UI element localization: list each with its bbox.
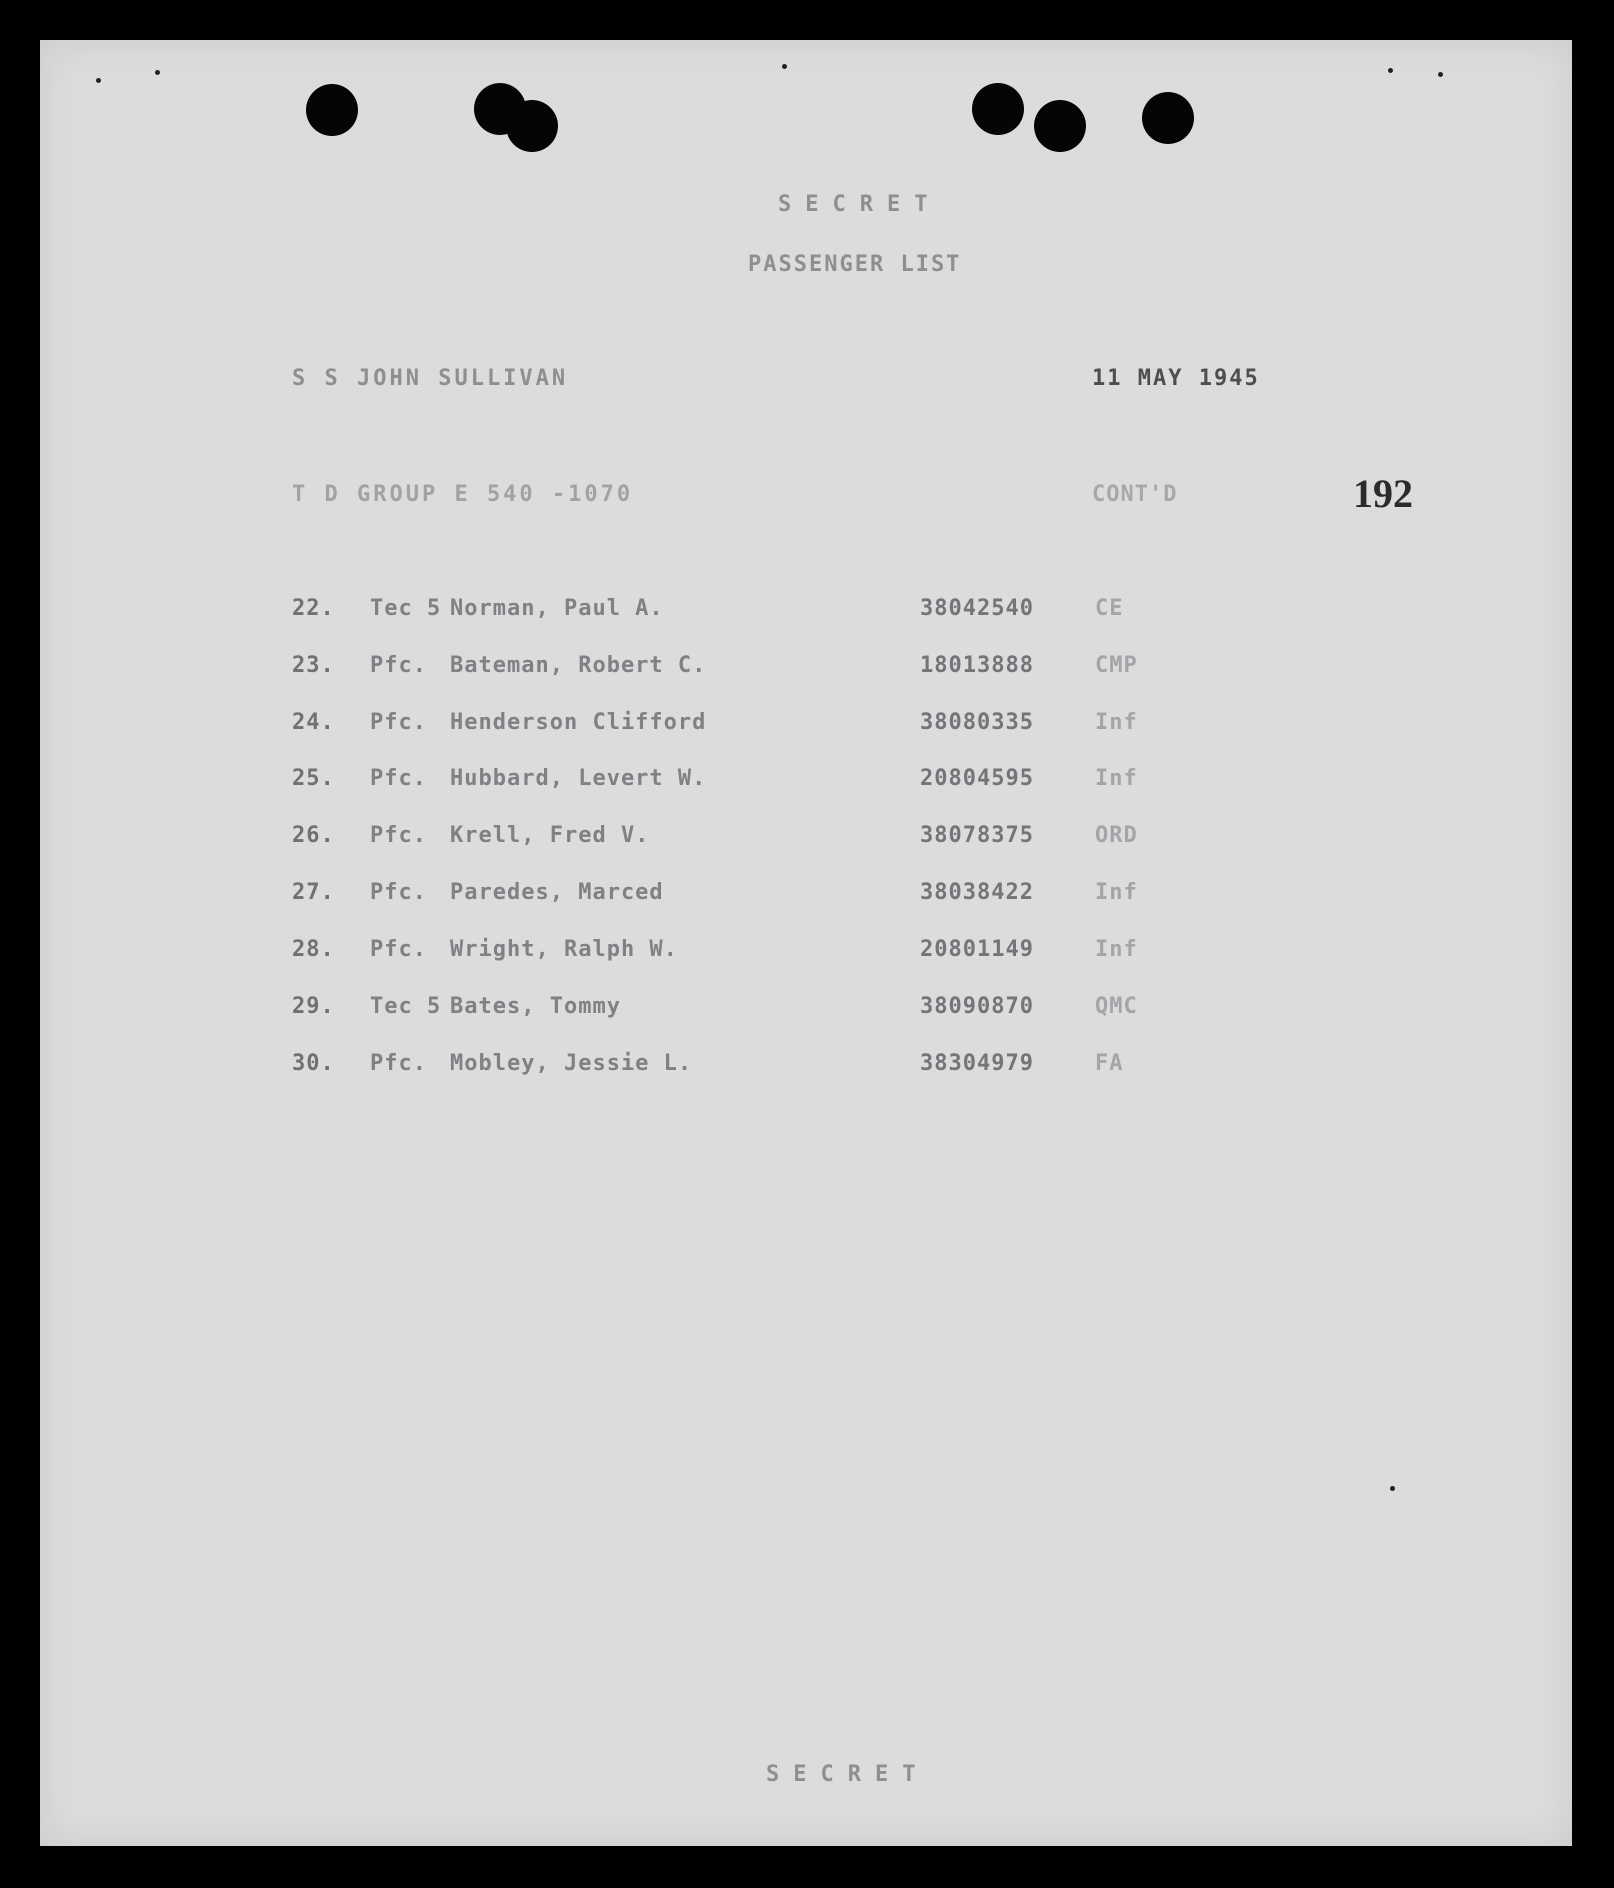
serial-number: 18013888 <box>920 653 1034 678</box>
punch-hole <box>972 83 1024 135</box>
document-page <box>40 40 1572 1846</box>
serial-number: 38080335 <box>920 710 1034 735</box>
group-designation: T D GROUP E 540 -1070 <box>292 482 634 507</box>
passenger-row <box>40 823 1572 857</box>
passenger-row <box>40 596 1572 630</box>
passenger-row <box>40 653 1572 687</box>
passenger-row <box>40 994 1572 1028</box>
branch: QMC <box>1095 994 1138 1019</box>
ship-name: S S JOHN SULLIVAN <box>292 366 569 391</box>
punch-hole <box>506 100 558 152</box>
branch: CMP <box>1095 653 1138 678</box>
punch-hole <box>1034 100 1086 152</box>
branch: Inf <box>1095 766 1138 791</box>
passenger-name: Bates, Tommy <box>450 994 621 1019</box>
speck <box>155 70 160 75</box>
passenger-row <box>40 710 1572 744</box>
punch-hole <box>306 84 358 136</box>
rank: Pfc. <box>370 823 427 848</box>
rank: Pfc. <box>370 653 427 678</box>
branch: FA <box>1095 1051 1124 1076</box>
serial-number: 38038422 <box>920 880 1034 905</box>
passenger-name: Krell, Fred V. <box>450 823 650 848</box>
row-number: 30. <box>292 1051 335 1076</box>
serial-number: 38042540 <box>920 596 1034 621</box>
document-title: PASSENGER LIST <box>748 252 962 277</box>
branch: ORD <box>1095 823 1138 848</box>
rank: Pfc. <box>370 766 427 791</box>
passenger-name: Paredes, Marced <box>450 880 664 905</box>
row-number: 25. <box>292 766 335 791</box>
rank: Tec 5 <box>370 994 442 1019</box>
passenger-name: Wright, Ralph W. <box>450 937 678 962</box>
rank: Tec 5 <box>370 596 442 621</box>
punch-hole <box>1142 92 1194 144</box>
passenger-row <box>40 766 1572 800</box>
passenger-name: Hubbard, Levert W. <box>450 766 707 791</box>
row-number: 22. <box>292 596 335 621</box>
passenger-name: Norman, Paul A. <box>450 596 664 621</box>
passenger-name: Mobley, Jessie L. <box>450 1051 693 1076</box>
row-number: 24. <box>292 710 335 735</box>
speck <box>1390 1486 1395 1491</box>
continued-label: CONT'D <box>1092 482 1178 507</box>
serial-number: 38078375 <box>920 823 1034 848</box>
passenger-name: Bateman, Robert C. <box>450 653 707 678</box>
rank: Pfc. <box>370 937 427 962</box>
passenger-row <box>40 880 1572 914</box>
row-number: 27. <box>292 880 335 905</box>
passenger-row <box>40 937 1572 971</box>
branch: Inf <box>1095 710 1138 735</box>
classification-footer: SECRET <box>766 1762 930 1787</box>
speck <box>96 78 101 83</box>
serial-number: 20801149 <box>920 937 1034 962</box>
list-date: 11 MAY 1945 <box>1092 366 1260 391</box>
serial-number: 38304979 <box>920 1051 1034 1076</box>
classification-header: SECRET <box>778 192 942 217</box>
rank: Pfc. <box>370 880 427 905</box>
passenger-name: Henderson Clifford <box>450 710 707 735</box>
speck <box>1388 68 1393 73</box>
row-number: 29. <box>292 994 335 1019</box>
speck <box>1438 72 1443 77</box>
serial-number: 38090870 <box>920 994 1034 1019</box>
row-number: 26. <box>292 823 335 848</box>
passenger-row <box>40 1051 1572 1085</box>
page-number: 192 <box>1353 471 1413 516</box>
rank: Pfc. <box>370 1051 427 1076</box>
speck <box>782 64 787 69</box>
row-number: 28. <box>292 937 335 962</box>
row-number: 23. <box>292 653 335 678</box>
branch: Inf <box>1095 937 1138 962</box>
serial-number: 20804595 <box>920 766 1034 791</box>
branch: Inf <box>1095 880 1138 905</box>
branch: CE <box>1095 596 1124 621</box>
rank: Pfc. <box>370 710 427 735</box>
